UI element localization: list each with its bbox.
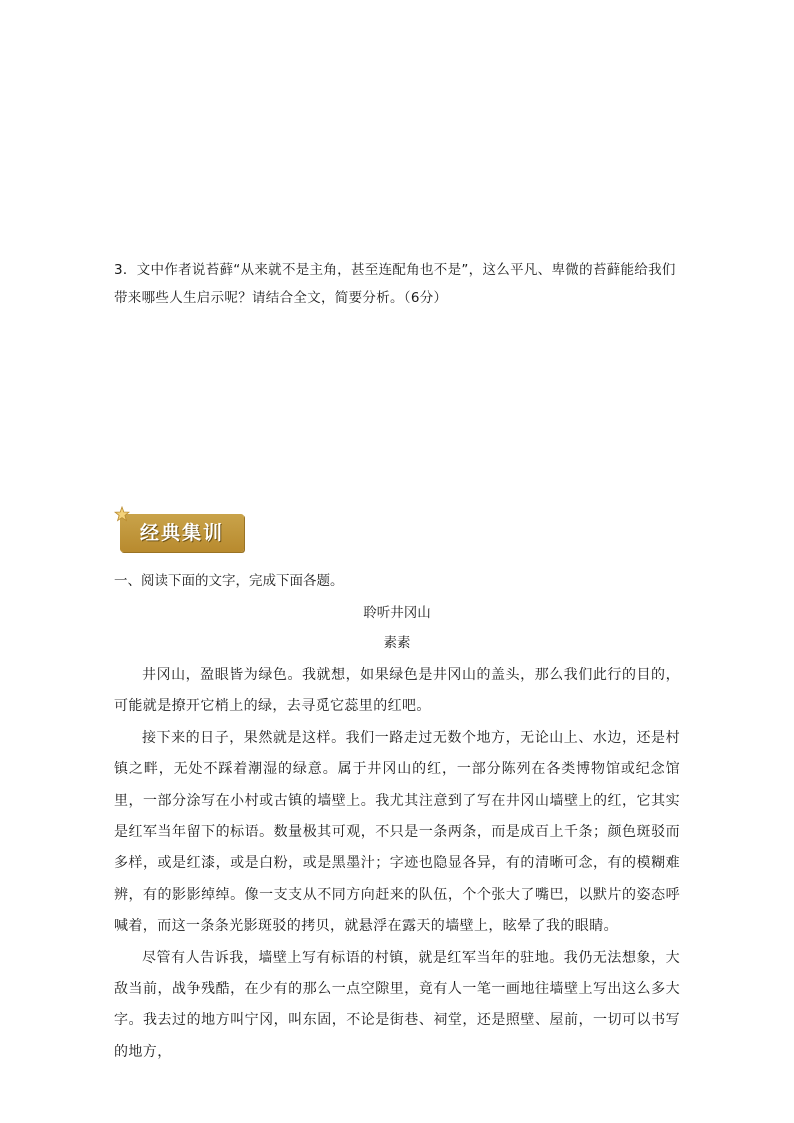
question-text: 3．文中作者说苔藓“从来就不是主角，甚至连配角也不是”，这么平凡、卑微的苔藓能给我们带来哪些人生启示呢？请结合全文，简要分析。（6分）	[114, 262, 676, 306]
article-body	[114, 660, 680, 1068]
paragraph: 尽管有人告诉我，墙壁上写有标语的村镇，就是红军当年的驻地。我仍无法想象，大敌当前，战争残酷，在少有的那么一点空隙里，竟有人一笔一画地往墙壁上写出这么多大字。我去过的地方叫宁冈，叫东固，不论是街巷、祠堂，还是照壁、屋前，一切可以书写的地方，	[114, 949, 680, 1060]
paragraph: 接下来的日子，果然就是这样。我们一路走过无数个地方，无论山上、水边，还是村镇之畔，无处不踩着潮湿的绿意。属于井冈山的红，一部分陈列在各类博物馆或纪念馆里，一部分涂写在小村或古镇的墙壁上。我尤其注意到了写在井冈山墙壁上的红，它其实是红军当年留下的标语。数量极其可观，不只是一条两条，而是成百上千条；颜色斑驳而多样，或是红漆，或是白粉，或是黑墨汁；字迹也隐显各异，有的清晰可念，有的模糊难辨，有的影影绰绰。像一支支从不同方向赶来的队伍，个个张大了嘴巴，以默片的姿态呼喊着，而这一条条光影斑驳的拷贝，就悬浮在露天的墙壁上，眩晕了我的眼睛。	[114, 729, 680, 935]
star-icon	[114, 506, 130, 522]
section-heading: 一、阅读下面的文字，完成下面各题。	[114, 573, 344, 589]
article-author: 素素	[383, 635, 411, 651]
paragraph: 井冈山，盈眼皆为绿色。我就想，如果绿色是井冈山的盖头，那么我们此行的目的，可能就是撩开它梢上的绿，去寻觅它蕊里的红吧。	[114, 667, 680, 715]
banner-label: 经典集训	[139, 522, 224, 544]
section-banner	[114, 506, 246, 552]
question-3	[114, 256, 680, 312]
article-title: 聆听井冈山	[363, 605, 431, 621]
